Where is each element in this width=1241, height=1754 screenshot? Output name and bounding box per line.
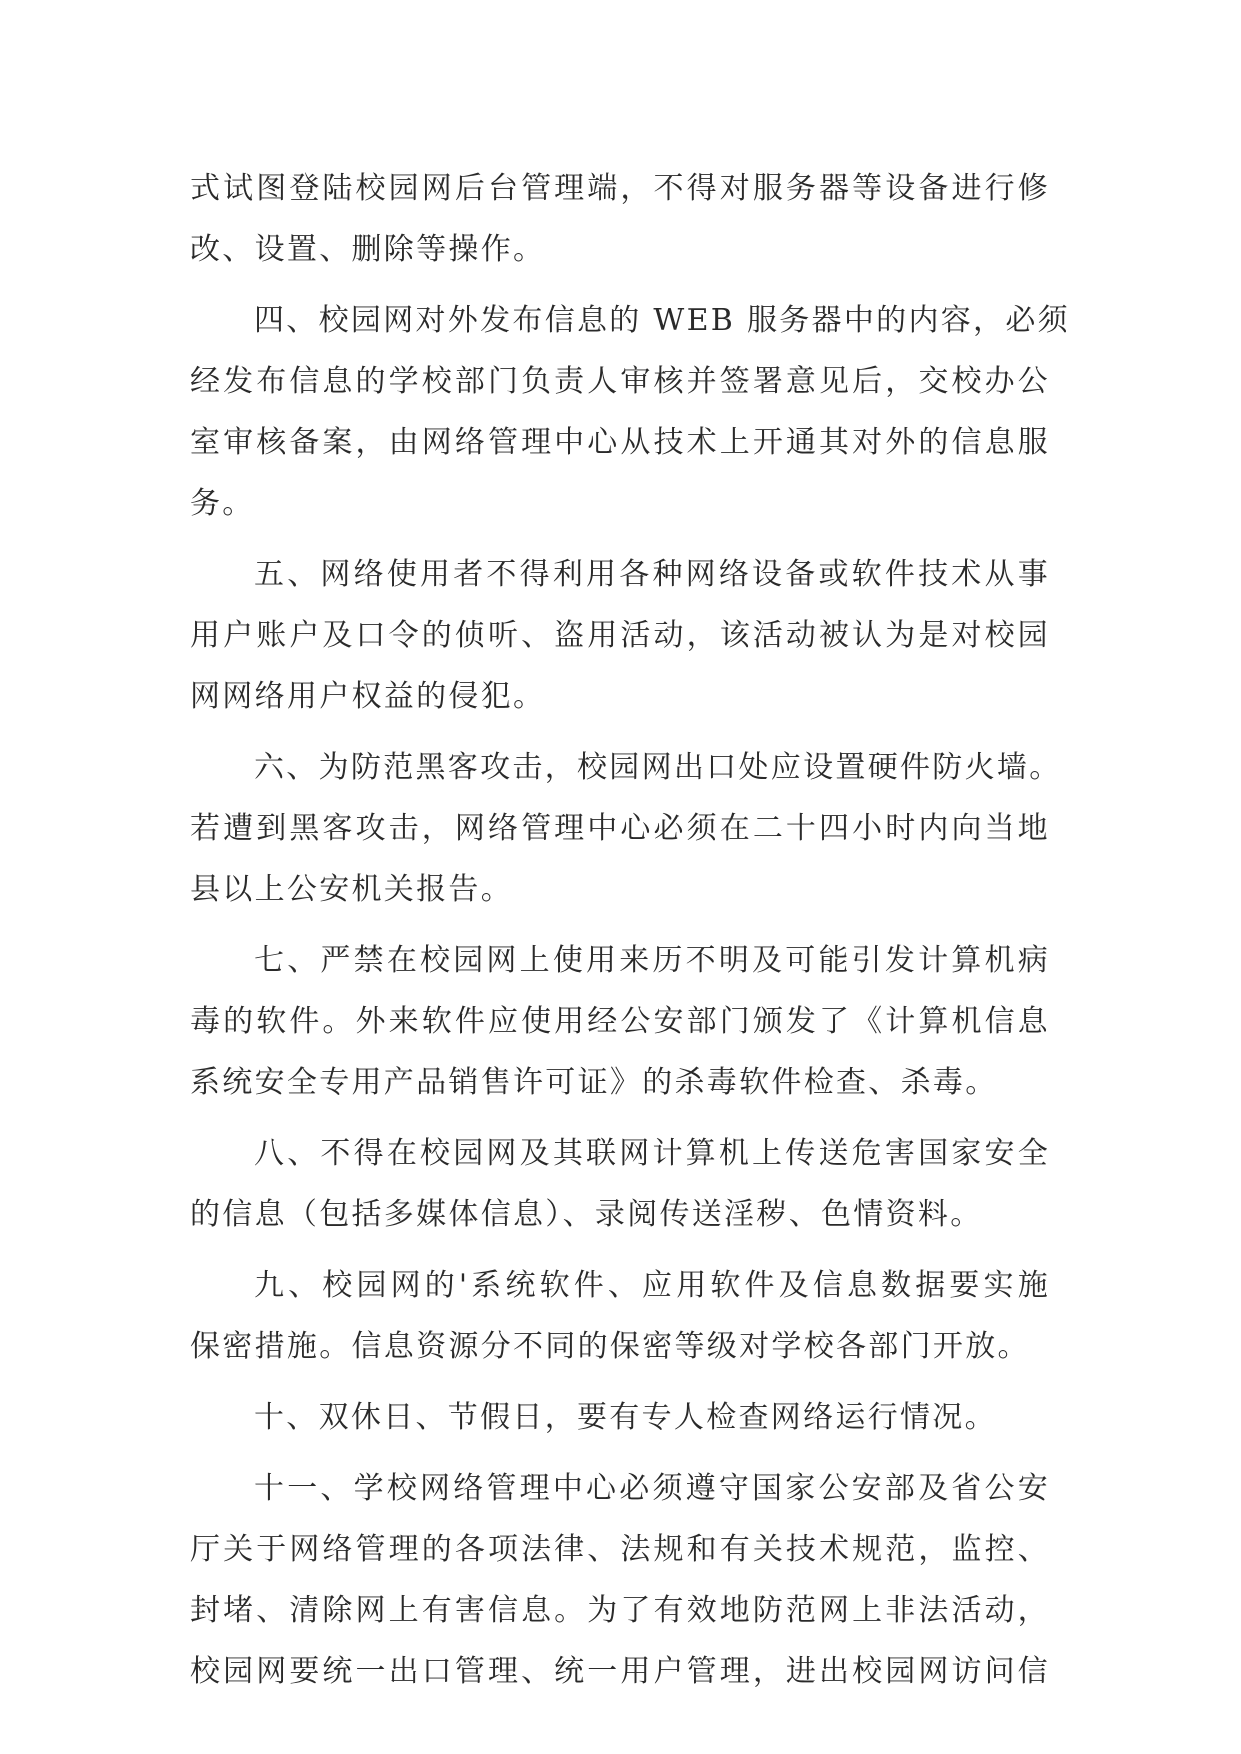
paragraph-clause-6 bbox=[190, 737, 1062, 920]
paragraph-clause-11 bbox=[190, 1458, 1050, 1702]
text-line: 的信息（包括多媒体信息）、录阅传送淫秽、色情资料。 bbox=[190, 1197, 983, 1232]
text-line: 务。 bbox=[190, 486, 255, 521]
paragraph-clause-9 bbox=[190, 1255, 1050, 1377]
text-line: 经发布信息的学校部门负责人审核并签署意见后，交校办公 bbox=[190, 364, 1050, 399]
paragraph-clause-5 bbox=[190, 544, 1050, 727]
text-line: 式试图登陆校园网后台管理端，不得对服务器等设备进行修 bbox=[190, 171, 1050, 206]
text-line: 保密措施。信息资源分不同的保密等级对学校各部门开放。 bbox=[190, 1329, 1030, 1364]
text-line: 封堵、清除网上有害信息。为了有效地防范网上非法活动， bbox=[190, 1593, 1050, 1628]
text-line: 网网络用户权益的侵犯。 bbox=[190, 679, 546, 714]
text-line: 六、为防范黑客攻击，校园网出口处应设置硬件防火墙。 bbox=[254, 750, 1062, 785]
text-line: 十、双休日、节假日，要有专人检查网络运行情况。 bbox=[254, 1400, 997, 1435]
paragraph-clause-4 bbox=[190, 290, 1070, 534]
document-body bbox=[190, 158, 1070, 1702]
text-line: 厅关于网络管理的各项法律、法规和有关技术规范，监控、 bbox=[190, 1532, 1050, 1567]
text-line: 九、校园网的'系统软件、应用软件及信息数据要实施 bbox=[254, 1268, 1050, 1303]
text-line: 八、不得在校园网及其联网计算机上传送危害国家安全 bbox=[254, 1136, 1050, 1171]
paragraph-clause-7 bbox=[190, 930, 1050, 1113]
text-line: 若遭到黑客攻击，网络管理中心必须在二十四小时内向当地 bbox=[190, 811, 1050, 846]
text-line: 用户账户及口令的侦听、盗用活动，该活动被认为是对校园 bbox=[190, 618, 1050, 653]
text-line: 四、校园网对外发布信息的 WEB 服务器中的内容，必须 bbox=[254, 303, 1070, 338]
paragraph-continuation bbox=[190, 158, 1050, 280]
text-line: 十一、学校网络管理中心必须遵守国家公安部及省公安 bbox=[254, 1471, 1050, 1506]
text-line: 毒的软件。外来软件应使用经公安部门颁发了《计算机信息 bbox=[190, 1004, 1050, 1039]
text-line: 县以上公安机关报告。 bbox=[190, 872, 513, 907]
text-line: 校园网要统一出口管理、统一用户管理，进出校园网访问信 bbox=[190, 1654, 1050, 1689]
paragraph-clause-8 bbox=[190, 1123, 1050, 1245]
text-line: 七、严禁在校园网上使用来历不明及可能引发计算机病 bbox=[254, 943, 1050, 978]
text-line: 五、网络使用者不得利用各种网络设备或软件技术从事 bbox=[254, 557, 1050, 592]
text-line: 室审核备案，由网络管理中心从技术上开通其对外的信息服 bbox=[190, 425, 1050, 460]
text-line: 系统安全专用产品销售许可证》的杀毒软件检查、杀毒。 bbox=[190, 1065, 998, 1100]
text-line: 改、设置、删除等操作。 bbox=[190, 232, 546, 267]
paragraph-clause-10 bbox=[190, 1387, 1050, 1448]
